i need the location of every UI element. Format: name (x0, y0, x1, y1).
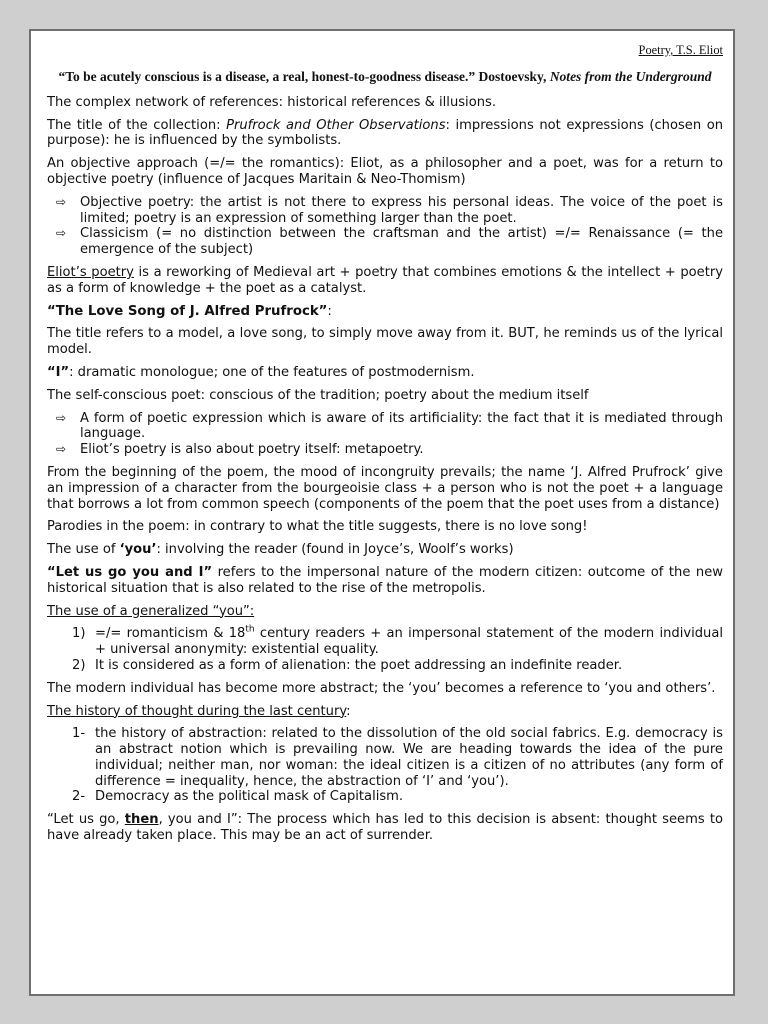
arrow-outline-icon: ⇨ (56, 194, 67, 209)
paragraph-objective: An objective approach (=/= the romantics): Eliot, as a philosopher and a poet, was for a return to objective poetry (influence of Jacques Maritain & Neo-Thomism) (47, 156, 723, 187)
text-run: , you and I”: The process which has led to this decision is absent: thought seems to have already taken place. This may be an act of surrender. (47, 812, 723, 844)
arrow-outline-icon: ⇨ (56, 442, 67, 457)
collection-title: Prufrock and Other Observations (226, 117, 446, 133)
text-run: refers to the impersonal nature of the modern citizen: outcome of the new historical situation that is also related to the rise of the metropolis. (47, 564, 723, 596)
paragraph-let-us-go (47, 565, 723, 597)
list-item (47, 626, 723, 658)
heading-history (47, 704, 723, 720)
paragraph-parodies: Parodies in the poem: in contrary to what the title suggests, there is no love song! (47, 519, 588, 535)
arrow-outline-icon: ⇨ (56, 410, 67, 425)
page-content (47, 43, 723, 851)
paragraph-i (47, 365, 723, 381)
list-item-text: the history of abstraction: related to the dissolution of the old social fabrics. E.g. democracy is an abstract notion which is prevailing now. We are heading towards the idea of the pure individual; neither man, nor woman: the ideal citizen is a citizen of no attributes (any form of difference = inequality, hence, the abstraction of ‘I’ and ‘you’). (95, 726, 723, 789)
list-item (47, 195, 723, 227)
bold-underlined-term: then (124, 812, 159, 828)
bold-term: ‘you’ (119, 542, 157, 558)
list-item (47, 789, 723, 805)
text-run: : involving the reader (found in Joyce’s, Woolf’s works) (156, 542, 514, 558)
underlined-heading: The history of thought during the last century (47, 703, 347, 719)
text-run: The use of (47, 542, 120, 558)
bold-term: “I” (47, 364, 70, 380)
list-item-text: Classicism (= no distinction between the craftsman and the artist) =/= Renaissance (= the emergence of the subject) (80, 226, 723, 258)
paragraph-model: The title refers to a model, a love song, to simply move away from it. BUT, he reminds us of the lyrical model. (47, 326, 723, 358)
page-header: Poetry, T.S. Eliot (638, 43, 723, 57)
document-page (29, 29, 735, 996)
paragraph-you (47, 542, 723, 558)
arrow-outline-icon: ⇨ (56, 226, 67, 241)
paragraph-collection-title (47, 118, 723, 150)
paragraph-eliot-poetry (47, 265, 723, 297)
list-generalized-you (47, 626, 723, 673)
epigraph-source: Notes from the Underground (549, 68, 712, 84)
list-number: 1) (72, 626, 86, 642)
heading-colon: : (346, 703, 351, 719)
list-item-text: Eliot’s poetry is also about poetry itself: metapoetry. (80, 442, 424, 458)
bold-term: “Let us go you and I” (47, 564, 213, 580)
paragraph-references: The complex network of references: historical references & illusions. (47, 94, 496, 110)
text-run: The title of the collection: (47, 117, 227, 133)
list-number: 2- (72, 789, 86, 805)
list-number: 1- (72, 726, 86, 742)
text-run: : dramatic monologue; one of the features of postmodernism. (69, 364, 475, 380)
heading-prufrock (47, 304, 723, 320)
paragraph-modern-individual: The modern individual has become more abstract; the ‘you’ becomes a reference to ‘you and others’. (47, 680, 716, 696)
underlined-term: Eliot’s poetry (47, 264, 134, 280)
text-run: It is considered as a form of alienation: the poet addressing an indefinite reader. (95, 657, 623, 673)
paragraph-self-conscious: The self-conscious poet: conscious of the tradition; poetry about the medium itself (47, 387, 589, 403)
list-history (47, 726, 723, 805)
list-item (47, 442, 723, 458)
list-item (47, 226, 723, 258)
heading-colon: : (327, 303, 332, 319)
paragraph-beginning: From the beginning of the poem, the mood of incongruity prevails; the name ‘J. Alfred Prufrock’ give an impression of a character from the bourgeoisie class + a person who is not the poet + a language that borrows a lot from common speech (components of the poem that the poet uses from a distance) (47, 464, 723, 512)
list-number: 2) (72, 657, 86, 673)
heading-generalized-you: The use of a generalized “you”: (47, 603, 255, 619)
list-item (47, 726, 723, 789)
list-item-text: A form of poetic expression which is aware of its artificiality: the fact that it is mediated through language. (80, 410, 723, 442)
text-run: : impressions not expressions (chosen on purpose): he is influenced by the symbolists. (47, 117, 724, 149)
superscript: th (245, 624, 255, 635)
list-item (47, 411, 723, 443)
text-run: century readers + an impersonal statement of the modern individual + universal anonymity: existential equality. (95, 626, 723, 658)
epigraph (47, 68, 723, 85)
text-run: =/= romanticism & 18 (95, 626, 246, 642)
list-objective (47, 195, 723, 258)
text-run: “Let us go, (47, 812, 125, 828)
list-item-text: Objective poetry: the artist is not there to express his personal ideas. The voice of the poet is limited; poetry is an expression of something larger than the poet. (80, 194, 723, 226)
heading-text: “The Love Song of J. Alfred Prufrock” (47, 303, 328, 319)
list-item (47, 658, 723, 674)
paragraph-then (47, 812, 723, 844)
list-item-text: Democracy as the political mask of Capitalism. (95, 789, 404, 805)
text-run: is a reworking of Medieval art + poetry that combines emotions & the intellect + poetry as a form of knowledge + the poet as a catalyst. (47, 264, 724, 296)
list-poetic (47, 411, 723, 458)
epigraph-quote: “To be acutely conscious is a disease, a real, honest-to-goodness disease.” Dostoevsky, (58, 68, 547, 84)
